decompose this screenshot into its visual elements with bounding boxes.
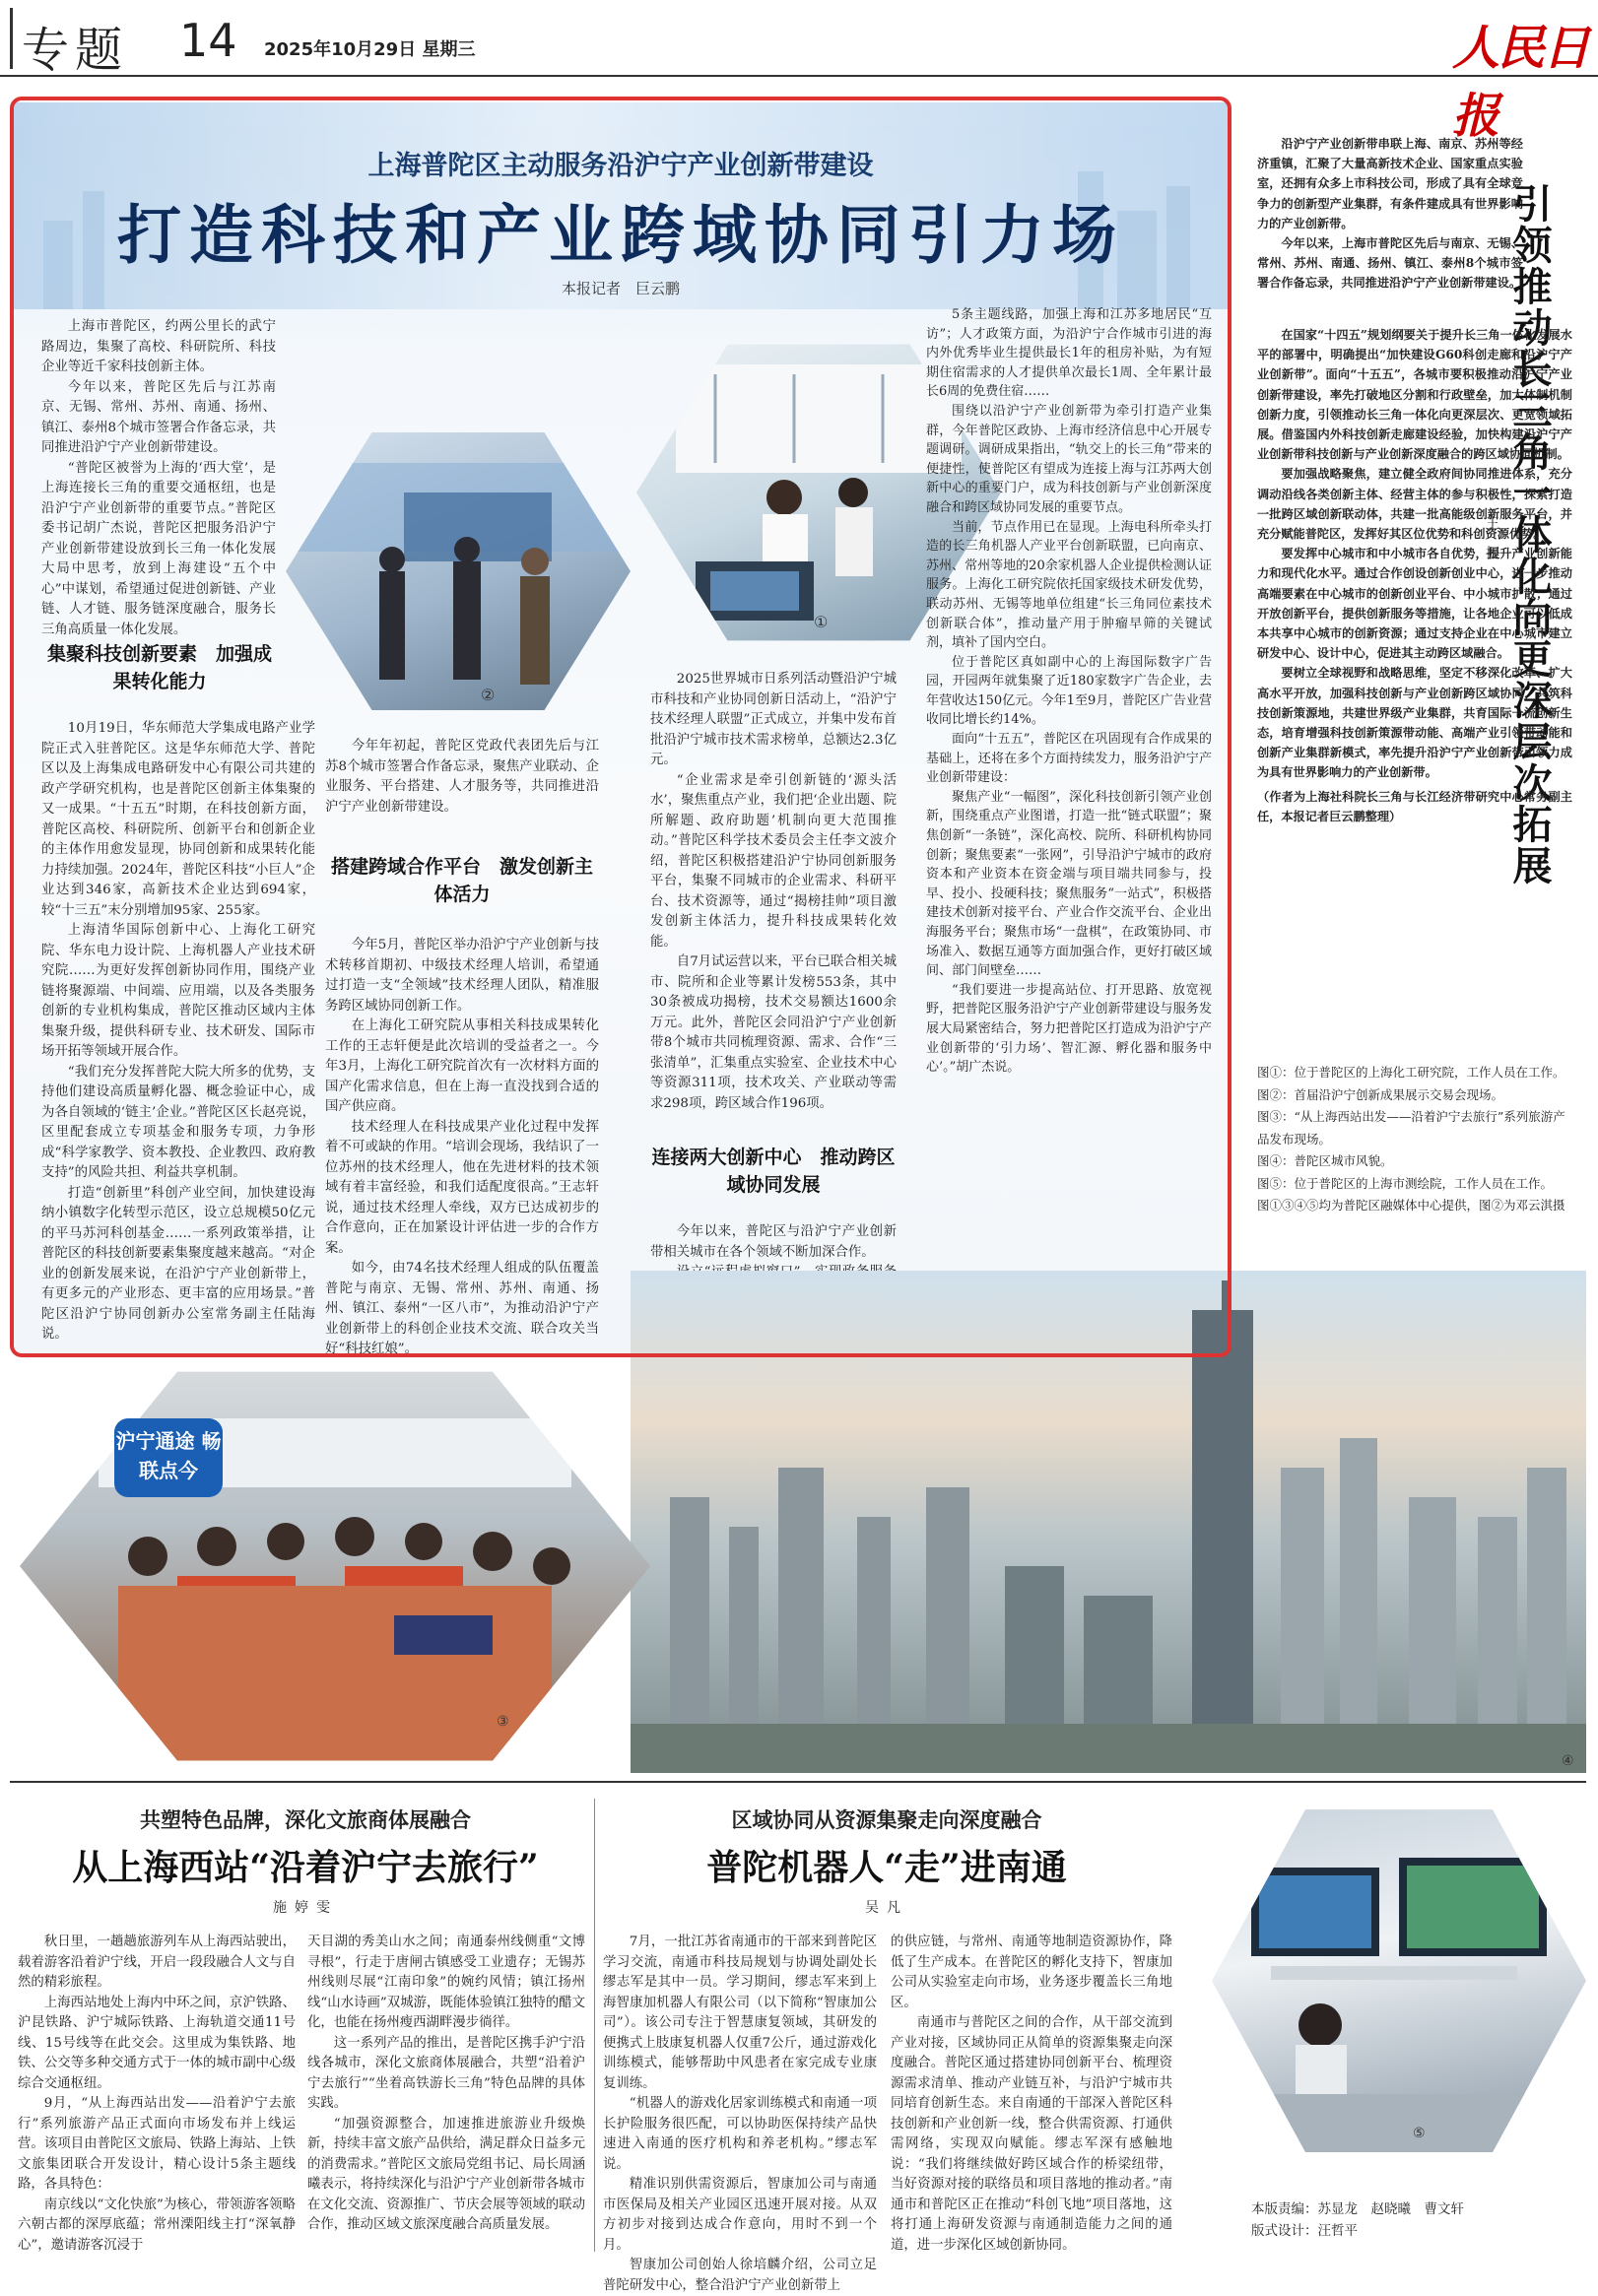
page-number: 14 (179, 14, 237, 67)
commentary-paragraph: 在国家“十四五”规划纲要关于提升长三角一体化发展水平的部署中，明确提出“加快建设G60科创走廊和沿沪宁产业创新带”。面向“十五五”，各城市要积极推动沿沪宁产业创新带建设，率先打破地区分割和行政壁垒，加大体制机制创新力度，引领推动长三角一体化向更深层次、更宽领域拓展。借鉴国内外科技创新走廊建设经验，加快构建沿沪宁产业创新带科技创新与产业创新深度融合的跨区域协同机制。 (1257, 328, 1572, 462)
photo-number-1: ① (814, 613, 829, 631)
bottom-left-author: 施婷雯 (273, 1900, 338, 1916)
body-paragraph: 打造“创新里”科创产业空间，加快建设海纳小镇数字化转型示范区，设立总规模50亿元的平马苏河科创基金……一系列政策举措，让普陀区的科技创新要素集聚度越来越高。“对企业的创新发展来说，在沿沪宁产业创新带上，有更多元的产业形态、更丰富的应用场景。”普陀区沿沪宁协同创新办公室常务副主任陆海说。 (41, 1185, 315, 1342)
body-paragraph: 聚焦产业“一幅图”，深化科技创新引领产业创新，围绕重点产业图谱，打造一批“链式联盟”；聚焦创新“一条链”，深化高校、院所、科研机构协同创新；聚焦要素“一张网”，引导沿沪宁城市的政府资本和产业资本在资金端与项目端共同参与，投早、投小、投硬科技；聚焦服务“一站式”，积极搭建技术创新对接平台、产业合作交流平台、企业出海服务平台；聚焦市场“一盘棋”，在政策协同、市场准入、数据互通等方面加强合作，更好打破区域间、部门间壁垒…… (926, 789, 1212, 979)
photo-number-5: ⑤ (1413, 2126, 1426, 2141)
commentary-author: 王振 (1484, 516, 1499, 575)
photo-train-launch (20, 1359, 650, 1773)
body-paragraph: 上海西站地处上海内中环之间，京沪铁路、沪昆铁路、沪宁城际铁路、上海轨道交通11号线、15号线等在此交会。这里成为集铁路、地铁、公交等多种交通方式于一体的城市副中心级综合交通枢纽。 (18, 1995, 296, 2091)
body-paragraph: “我们要进一步提高站位、打开思路、放宽视野，把普陀区服务沿沪宁产业创新带建设与服务发展大局紧密结合，努力把普陀区打造成为沿沪宁产业创新带的‘引力场’、智汇源、孵化器和服务中心’。”胡广杰说。 (926, 982, 1212, 1076)
bottom-rule (10, 1781, 1586, 1783)
body-paragraph: 南京线以“文化快旅”为核心，带领游客领略六朝古都的深厚底蕴；常州溧阳线主打“深氧静心”，邀请游客沉浸于 (18, 2197, 296, 2253)
feature-highlight-frame (10, 97, 1232, 1357)
body-paragraph: 的供应链，与常州、南通等地制造资源协作，降低了生产成本。在普陀区的孵化支持下，智康加公司从实验室走向市场，业务逐步覆盖长三角地区。 (891, 1935, 1172, 2010)
body-paragraph: 7月，一批江苏省南通市的干部来到普陀区学习交流，南通市科技局规划与协调处副处长缪志军是其中一员。学习期间，缪志军来到上海智康加机器人有限公司（以下简称“智康加公司”）。该公司专注于智慧康复领域，其研发的便携式上肢康复机器人仅重7公斤，通过游戏化训练模式，能够帮助中风患者在家完成专业康复训练。 (603, 1935, 877, 2091)
newspaper-logo: 人民日报 (1452, 21, 1589, 144)
body-paragraph: 今年5月，普陀区举办沿沪宁产业创新与技术转移首期初、中级技术经理人培训，希望通过打造一支“全领域”技术经理人团队，精准服务跨区域协同创新工作。 (325, 938, 599, 1014)
commentary-top (1257, 134, 1523, 294)
intro-paragraph: 今年以来，普陀区先后与江苏南京、无锡、常州、苏州、南通、扬州、镇江、泰州8个城市签署合作备忘录，共同推进沿沪宁产业创新带建设。 (41, 379, 276, 455)
body-paragraph: 9月，“从上海西站出发——沿着沪宁去旅行”系列旅游产品正式面向市场发布并上线运营。该项目由普陀区文旅局、铁路上海站、上铁文旅集团联合开发设计，精心设计5条主题线路，各具特色： (18, 2096, 296, 2192)
body-paragraph: 围绕以沿沪宁产业创新带为牵引打造产业集群，今年普陀区政协、上海市经济信息中心开展专题调研。调研成果指出，“轨交上的长三角”带来的便捷性，使普陀区有望成为连接上海与江苏两大创新中心的重要门户，成为科技创新与产业创新深度融合和跨区域协同发展的重要节点。 (926, 403, 1212, 515)
body-paragraph: 10月19日，华东师范大学集成电路产业学院正式入驻普陀区。这是华东师范大学、普陀区以及上海集成电路研发中心有限公司共建的政产学研究机构，也是普陀区创新主体集聚的又一成果。“十五五”时期，在科技创新方面，普陀区高校、科研院所、创新平台和创新企业的主体作用愈发显现，协同创新和成果转化能力持续加强。2024年，普陀区科技“小巨人”企业达到346家，高新技术企业达到694家，较“十三五”末分别增加95家、255家。 (41, 721, 315, 918)
caption: 图③：“从上海西站出发——沿着沪宁去旅行”系列旅游产品发布现场。 (1257, 1109, 1565, 1147)
body-paragraph: 这一系列产品的推出，是普陀区携手沪宁沿线各城市，深化文旅商体展融合，共塑“沿着沪宁去旅行”“坐着高铁游长三角”特色品牌的具体实践。 (307, 2035, 585, 2111)
body-paragraph: 位于普陀区真如副中心的上海国际数字广告园，开园两年就集聚了近180家数字广告企业，去年营收达150亿元。今年1至9月，普陀区广告业营收同比增长约14%。 (926, 654, 1212, 728)
bottom-right-kicker: 区域协同从资源集聚走向深度融合 (731, 1807, 1042, 1832)
feature-kicker: 上海普陀区主动服务沿沪宁产业创新带建设 (367, 151, 874, 181)
caption: 图④：普陀区城市风貌。 (1257, 1153, 1393, 1168)
feature-headline: 打造科技和产业跨域协同引力场 (116, 198, 1124, 273)
body-paragraph: 智康加公司创始人徐培麟介绍，公司立足普陀研发中心，整合沿沪宁产业创新带上 (603, 2258, 877, 2293)
body-paragraph: “加强资源整合，加速推进旅游业升级焕新，持续丰富文旅产品供给，满足群众日益多元的消费需求。”普陀区文旅局党组书记、局长周涵曦表示，将持续深化与沿沪宁产业创新带各城市在文化交流、资源推广、节庆会展等领域的联动合作，推动区域文旅深度融合高质量发展。 (307, 2116, 585, 2232)
commentary-note: （作者为上海社科院长三角与长江经济带研究中心常务副主任，本报记者巨云鹏整理） (1257, 789, 1572, 823)
commentary-paragraph: 要发挥中心城市和中小城市各自优势，提升产业创新能力和现代化水平。通过合作创设创新创业中心，进一步推动高端要素在中心城市的创新创业平台、中小城市扩散；通过开放创新平台，提供创新服务等措施，让各地企业可以低成本共享中心城市的创新资源；通过支持企业在中心城市建立研发中心、设计中心，促进其主动跨区域融合。 (1257, 547, 1572, 661)
body-paragraph: 面向“十五五”，普陀区在巩固现有合作成果的基础上，还将在多个方面持续发力，服务沿沪宁产业创新带建设： (926, 732, 1212, 786)
editor-credit: 本版责编：苏显龙 赵晓曦 曹文轩 (1251, 2201, 1464, 2217)
header-bar (10, 8, 13, 69)
body-paragraph: 精准识别供需资源后，智康加公司与南通市医保局及相关产业园区迅速开展对接。从双方初步对接到达成合作意向，用时不到一个月。 (603, 2177, 877, 2253)
commentary-paragraph: 要树立全球视野和战略思维，坚定不移深化改革、扩大高水平开放，加强科技创新与产业创新跨区域协同，共筑科技创新策源地，共建世界级产业集群，共育国际一流创新生态，培育增强科技创新策源带动能、高端产业引领带动能和创新产业集群新模式，率先提升沿沪宁产业创新带引领力成为具有世界影响力的产业创新带。 (1257, 666, 1572, 780)
bottom-right-headline: 普陀机器人“走”进南通 (706, 1847, 1067, 1888)
caption: 图②：首届沿沪宁创新成果展示交易会现场。 (1257, 1086, 1504, 1102)
bottom-left-kicker: 共塑特色品牌，深化文旅商体展融合 (140, 1807, 471, 1832)
body-paragraph: 技术经理人在科技成果产业化过程中发挥着不可或缺的作用。“培训会现场，我结识了一位苏州的技术经理人，他在先进材料的技术领域有着丰富经验，和我们适配度很高。”王志轩说，通过技术经理人牵线，双方已达成初步的合作意向，正在加紧设计评估进一步的合作方案。 (325, 1119, 599, 1256)
subhead-2: 搭建跨域合作平台 激发创新主体活力 (330, 856, 593, 905)
section-name: 专题 (22, 23, 129, 78)
commentary-paragraph: 要加强战略聚焦，建立健全政府间协同推进体系，充分调动沿线各类创新主体、经营主体的参与积极性，探索打造一批跨区域创新联动体，共建一批高能级创新服务平台，并充分赋能普陀区，发挥好其区位优势和科创资源优势。 (1257, 467, 1572, 542)
body-paragraph: 今年以来，普陀区与沿沪宁产业创新带相关城市在各个领域不断加深合作。 (650, 1224, 897, 1260)
body-paragraph: “我们充分发挥普陀大院大所多的优势，支持他们建设高质量孵化器、概念验证中心，成为各自领域的‘链主’企业。”普陀区区长赵亮说，区里配套成立专项基金和服务专项，力争形成“科学家教学、资本教投、企业教四、政府教支持”的风险共担、利益共享机制。 (41, 1064, 315, 1180)
bottom-left-col1 (18, 1933, 296, 2256)
body-paragraph: “企业需求是牵引创新链的‘源头活水’，聚焦重点产业，我们把‘企业出题、院所解题、政府助题’机制向更大范围推动。”普陀区科学技术委员会主任李文波介绍，普陀区积极搭建沿沪宁协同创新服务平台，集聚不同城市的企业需求、科研平台、技术资源等，通过“揭榜挂帅”项目激发创新主体活力，提升科技成果转化效能。 (650, 772, 897, 950)
commentary-body (1257, 325, 1572, 826)
bottom-right-col2 (891, 1933, 1172, 2256)
page-credits (1251, 2198, 1586, 2242)
body-paragraph: 在上海化工研究院从事相关科技成果转化工作的王志轩便是此次培训的受益者之一。今年3月，上海化工研究院首次有一次材料方面的国产化需求信息，但在上海一直没找到合适的国产供应商。 (325, 1018, 599, 1114)
intro-paragraph: “普陀区被誉为上海的‘西大堂’，是上海连接长三角的重要交通枢纽，也是沿沪宁产业创新带的重要节点。”普陀区委书记胡广杰说，普陀区把服务沿沪宁产业创新带建设放到长三角一体化发展大局中思考，放到上海建设“五个中心”中谋划，希望通过促进创新链、产业链、人才链、服务链深度融合，服务长三角高质量一体化发展。 (41, 460, 276, 637)
photo-number-4: ④ (1562, 1753, 1574, 1769)
masthead (0, 0, 1598, 77)
bottom-right-author: 吴凡 (865, 1900, 908, 1916)
caption: 图①③④⑤均为普陀区融媒体中心提供，图②为邓云淇摄 (1257, 1198, 1565, 1213)
bottom-right-col1 (603, 1933, 877, 2296)
body-paragraph: 上海清华国际创新中心、上海化工研究院、华东电力设计院、上海机器人产业技术研究院……为更好发挥创新协同作用，围绕产业链将聚源端、中间端、应用端，以及各类服务创新的专业机构集成，普陀区推动区域内主体集聚升级，提供科研专业、技术研发、国际市场开拓等领域开展合作。 (41, 923, 315, 1059)
body-paragraph: 自7月试运营以来，平台已联合相关城市、院所和企业等累计发榜553条，其中30条被成功揭榜，技术交易额达1600余万元。此外，普陀区会同沿沪宁产业创新带8个城市共同梳理资源、需求、合作“三张清单”，汇集重点实验室、企业技术中心等资源311项，技术攻关、产业联动等需求298项，跨区域合作196项。 (650, 954, 897, 1111)
designer-credit: 版式设计：汪哲平 (1251, 2223, 1358, 2239)
body-paragraph: 秋日里，一趟趟旅游列车从上海西站驶出，载着游客沿着沪宁线，开启一段段融合人文与自然的精彩旅程。 (18, 1935, 296, 1990)
body-paragraph: 2025世界城市日系列活动暨沿沪宁城市科技和产业协同创新日活动上，“沿沪宁技术经理人联盟”正式成立，并集中发布首批沿沪宁城市技术需求榜单，总额达2.3亿元。 (650, 672, 897, 767)
commentary-title: 引领推动长三角一体化向更深层次拓展 (1506, 183, 1553, 886)
body-paragraph: 今年年初起，普陀区党政代表团先后与江苏8个城市签署合作备忘录，聚焦产业联动、企业服务、平台搭建、人才服务等，共同推进沿沪宁产业创新带建设。 (325, 739, 599, 815)
column-divider (594, 1799, 595, 2252)
intro-paragraph: 上海市普陀区，约两公里长的武宁路周边，集聚了高校、科研院所、科技企业等近千家科技创新主体。 (41, 319, 276, 374)
body-paragraph: 如今，由74名技术经理人组成的队伍覆盖普陀与南京、无锡、常州、苏州、南通、扬州、镇江、泰州“一区八市”，为推动沿沪宁产业创新带上的科创企业技术交流、联合攻关当好“科技红娘”。 (325, 1261, 599, 1356)
body-paragraph: 当前，节点作用已在显现。上海电科所牵头打造的长三角机器人产业平台创新联盟，已向南京、苏州、常州等地的20余家机器人企业提供检测认证服务。上海化工研究院依托国家级技术研发优势，联动苏州、无锡等地单位组建“长三角同位素技术创新联合体”，推动量产用于肿瘤早筛的关键试剂，填补了国内空白。 (926, 519, 1212, 651)
issue-date: 2025年10月29日 星期三 (264, 39, 476, 60)
bottom-left-headline: 从上海西站“沿着沪宁去旅行” (72, 1847, 539, 1888)
subhead-1: 集聚科技创新要素 加强成果转化能力 (46, 643, 272, 692)
body-paragraph: 天目湖的秀美山水之间；南通泰州线侧重“文博寻根”，行走于唐闸古镇感受工业遗存；无锡苏州线则尽展“江南印象”的婉约风情；镇江扬州线“山水诗画”双城游，既能体验镇江独特的醋文化，也能在扬州瘦西湖畔漫步徜徉。 (307, 1935, 585, 2030)
commentary-paragraph: 今年以来，上海市普陀区先后与南京、无锡、常州、苏州、南通、扬州、镇江、泰州8个城市签署合作备忘录，共同推进沿沪宁产业创新带建设。 (1257, 236, 1523, 291)
bottom-left-col2 (307, 1933, 585, 2236)
subhead-3: 连接两大创新中心 推动跨区域协同发展 (651, 1147, 896, 1196)
feature-byline: 本报记者 巨云鹏 (561, 280, 680, 297)
body-paragraph: 南通市与普陀区之间的合作，从干部交流到产业对接，区域协同正从简单的资源集聚走向深度融合。普陀区通过搭建协同创新平台、梳理资源需求清单、推动产业链互补，与沿沪宁城市共同培育创新生态。来自南通的干部深入普陀区科技创新和产业创新一线，整合供需资源、打通供需网络，实现双向赋能。缪志军深有感触地说：“我们将继续做好跨区域合作的桥梁纽带，当好资源对接的联络员和项目落地的推动者。”南通市和普陀区正在推动“科创飞地”项目落地，这将打通上海研发资源与南通制造能力之间的通道，进一步深化区域创新协同。 (891, 2015, 1172, 2253)
photo-surveying-institute (1212, 1799, 1586, 2163)
body-paragraph: 5条主题线路，加强上海和江苏多地居民“互访”；人才政策方面，为沿沪宁合作城市引进的海内外优秀毕业生提供最长1年的租房补贴，为有短期住宿需求的人才提供单次最长1周、全年累计最长6周的免费住宿…… (926, 307, 1212, 400)
caption: 图⑤：位于普陀区的上海市测绘院，工作人员在工作。 (1257, 1175, 1554, 1191)
caption: 图①：位于普陀区的上海化工研究院，工作人员在工作。 (1257, 1065, 1565, 1080)
photo-number-3: ③ (497, 1714, 509, 1730)
commentary-paragraph: 沿沪宁产业创新带串联上海、南京、苏州等经济重镇，汇聚了大量高新技术企业、国家重点实验室，还拥有众多上市科技公司，形成了具有全球竞争力的创新型产业集群，有条件建成具有世界影响力的产业创新带。 (1257, 137, 1523, 230)
photo-captions (1257, 1062, 1572, 1217)
photo-number-2: ② (481, 686, 496, 704)
train-banner-sign: 沪宁通途 畅联点今 (114, 1418, 223, 1497)
body-paragraph: “机器人的游戏化居家训练模式和南通一项长护险服务很匹配，可以协助医保持续产品快速进入南通的医疗机构和养老机构。”缪志军说。 (603, 2096, 877, 2172)
